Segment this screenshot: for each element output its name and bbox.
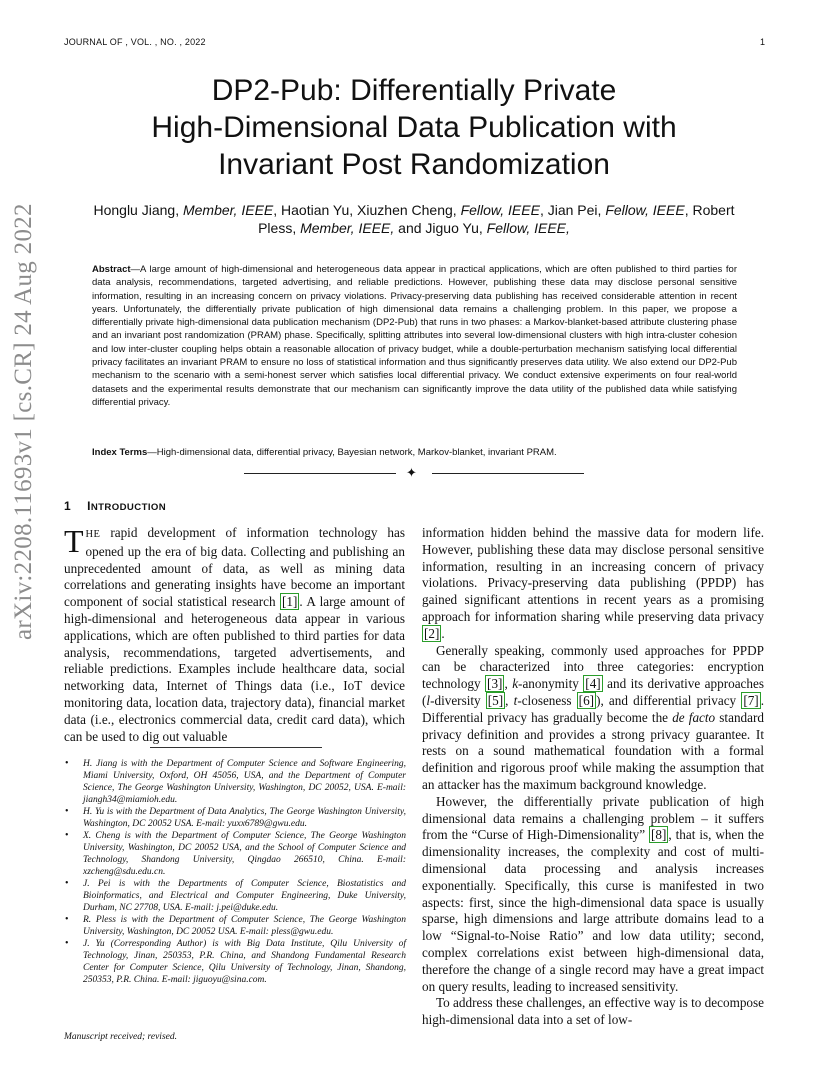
- paragraph: [64, 525, 405, 745]
- paragraph-text: .: [441, 625, 445, 641]
- title-line: DP2-Pub: Differentially Private: [211, 74, 617, 107]
- author-name: Honglu Jiang,: [93, 202, 183, 218]
- title-line: High-Dimensional Data Publication with: [151, 111, 677, 144]
- math-variable: l: [426, 692, 431, 708]
- author-role: Member, IEEE,: [300, 220, 395, 236]
- running-header: JOURNAL OF , VOL. , NO. , 2022: [64, 37, 206, 47]
- footnote-item: • J. Pei is with the Departments of Computer Science, Biostatistics and Bioinformatics, and Electrical and Computer Engineering, Duke University, Durham, NC 27708, USA. E-mail: j.pei@duke.edu.: [64, 878, 406, 914]
- paragraph: [422, 995, 764, 1029]
- section-divider: [244, 466, 584, 480]
- citation-link[interactable]: [5]: [487, 692, 504, 708]
- footnote-item: • H. Jiang is with the Department of Computer Science and Software Engineering, Miami University, Oxford, OH 45056, USA, and the Department of Computer Science, The George Washington University, Washington, DC 20052, USA. E-mail: jiangh34@miamioh.edu.: [64, 758, 406, 806]
- arxiv-identifier-stamp[interactable]: arXiv:2208.11693v1 [cs.CR] 24 Aug 2022: [10, 203, 37, 640]
- paragraph: [422, 794, 764, 996]
- section-title-rest: NTRODUCTION: [90, 502, 167, 513]
- paragraph-text: -diversity: [430, 692, 486, 708]
- abstract-label: Abstract: [92, 264, 131, 275]
- small-caps-word: HE: [85, 529, 101, 540]
- author-role: Fellow, IEEE: [460, 202, 540, 218]
- abstract: [92, 263, 737, 409]
- author-affiliation-footnotes: [64, 758, 406, 986]
- paragraph-text: . Differential privacy has gradually become the: [422, 692, 764, 725]
- citation-link[interactable]: [6]: [578, 692, 595, 708]
- citation-link[interactable]: [1]: [282, 594, 298, 610]
- paragraph: [422, 643, 764, 794]
- page-number: 1: [759, 37, 765, 47]
- paragraph-text: rapid development of information technology has opened up the era of big data. Collecting and publishing an unprecedented amount of data, as well as mining data correlations and generating insights have become an important component of social statistical research: [64, 525, 405, 610]
- drop-cap: T: [64, 523, 84, 559]
- citation-link[interactable]: [7]: [743, 692, 759, 708]
- paragraph-text: -closeness: [517, 692, 577, 708]
- section-title-initial: I: [87, 499, 91, 513]
- index-terms-text: —High-dimensional data, differential privacy, Bayesian network, Markov-blanket, invariant PRAM.: [147, 447, 557, 458]
- divider-line-right: [432, 473, 584, 474]
- citation-link[interactable]: [8]: [651, 827, 667, 843]
- paragraph-text: -anonymity: [518, 676, 584, 692]
- manuscript-note: Manuscript received; revised.: [64, 1032, 177, 1042]
- section-number: 1: [64, 499, 72, 513]
- math-variable: t: [513, 692, 518, 708]
- author-name: , Haotian Yu, Xiuzhen Cheng,: [273, 202, 461, 218]
- paper-title: [64, 72, 764, 183]
- author-name: Pless,: [258, 220, 301, 236]
- diamond-star-icon: ✦: [406, 465, 417, 480]
- left-column: [64, 525, 405, 745]
- paragraph-text: , that is, when the dimensionality increases, the complexity and cost of multi-dimensional data processing and analysis increases exponentially. Specifically, this curse is manifested in two aspects: first, since the high-dimensional data space is usually sparse, high dimensions and large attribute domains lead to a low “Signal-to-Noise Ratio” and low data utility; second, complex correlations exist between high-dimensional data, therefore the change of a single record may have a great impact on query results, leading to increased sensitivity.: [422, 827, 764, 994]
- author-name: and Jiguo Yu,: [394, 220, 487, 236]
- footnote-item: • X. Cheng is with the Department of Computer Science, The George Washington University, Washington, DC 20052 USA, and the School of Computer Science and Technology, Shandong University, Qingdao 266510, China. E-mail: xzcheng@sdu.edu.cn.: [64, 830, 406, 878]
- footnote-item: • J. Yu (Corresponding Author) is with Big Data Institute, Qilu University of Technology, Jinan, 250353, P.R. China, and Shandong Fundamental Research Center for Computer Science, Qilu University of Technology, Jinan, Shandong, 250353, P.R. China. E-mail: jiguoyu@sina.com.: [64, 938, 406, 986]
- author-role: Fellow, IEEE: [605, 202, 685, 218]
- author-role: Fellow, IEEE,: [486, 220, 570, 236]
- citation-link[interactable]: [2]: [424, 625, 440, 641]
- footnote-item: • R. Pless is with the Department of Computer Science, The George Washington University, Washington, DC 20052 USA. E-mail: pless@gwu.edu.: [64, 914, 406, 938]
- paragraph-text: information hidden behind the massive data for modern life. However, publishing these data may disclose personal sensitive information, resulting in an increasing concern of privacy violations. Privacy-preserving data publishing (PPDP) has gained significant attentions in recent years as a promising approach for information sharing while preserving data privacy: [422, 525, 764, 624]
- paragraph-text: ,: [505, 692, 514, 708]
- paragraph-text: To address these challenges, an effective way is to decompose high-dimensional data into a set of low-: [422, 995, 764, 1028]
- abstract-text: —A large amount of high-dimensional and heterogeneous data appear in practical applications, which are often published to third parties for data analysis, recommendations, targeted advertising, and reliable predictions. However, publishing these data may disclose personal sensitive information, resulting in an increasing concern on privacy violations. Privacy-preserving data publishing has received considerable attention in recent years. Unfortunately, the differentially private publication of high dimensional data remains a challenging problem. In this paper, we propose a differentially private high-dimensional data publication mechanism (DP2-Pub) that runs in two phases: a Markov-blanket-based attribute clustering phase and an invariant post randomization (PRAM) phase. Specifically, splitting attributes into several low-dimensional clusters with high intra-cluster cohesion and low inter-cluster coupling helps obtain a reasonable allocation of privacy budget, while a double-perturbation mechanism satisfying local differential privacy facilitates an invariant PRAM to ensure no loss of statistical information and thus significantly preserves data utility. We also extend our DP2-Pub mechanism to the scenario with a semi-honest server which satisfies local differential privacy. We conduct extensive experiments on four real-world datasets and the experimental results demonstrate that our mechanism can significantly improve the data utility of the published data while satisfying differential privacy.: [92, 264, 737, 408]
- paragraph-text: Generally speaking, commonly used approaches for PPDP can be characterized into three categories: encryption technology: [422, 642, 764, 692]
- author-name: , Jian Pei,: [539, 202, 606, 218]
- paragraph-text: . A large amount of high-dimensional and heterogeneous data appear in various applications, which are often published to third parties for data analysis, recommendations, targeted advertisements, and reliable predictions. Examples include healthcare data, social networking data, Internet of Things data (i.e., IoT device monitoring data, location data, trajectory data), financial market data (i.e., electronics commercial data, credit card data), which can be used to dig out valuable: [64, 594, 405, 744]
- author-line: [64, 219, 764, 237]
- paragraph-text: and its derivative approaches (: [422, 676, 764, 708]
- paragraph-text: However, the differentially private publication of high dimensional data remains a challenging problem – it suffers from the “Curse of High-Dimensionality”: [422, 793, 764, 843]
- paragraph: [422, 525, 764, 643]
- footnote-rule: [150, 747, 322, 748]
- divider-line-left: [244, 473, 396, 474]
- index-terms: [92, 446, 737, 459]
- paragraph-text: ,: [504, 676, 513, 692]
- author-line: [64, 201, 764, 219]
- emphasis-text: de facto: [672, 709, 716, 725]
- paragraph-text: standard privacy definition and provides a strong privacy guarantee. It rests on a sound mathematical foundation with a formal definition and rigorous proof while making the assumption that an attacker has the maximum background knowledge.: [422, 709, 764, 792]
- citation-link[interactable]: [3]: [487, 676, 503, 692]
- right-column: [422, 525, 764, 1029]
- author-role: Member, IEEE: [182, 202, 274, 218]
- paragraph-text: ), and differential privacy: [596, 692, 742, 708]
- title-line: Invariant Post Randomization: [218, 148, 610, 181]
- section-heading-introduction: [64, 499, 166, 513]
- footnote-item: • H. Yu is with the Department of Data Analytics, The George Washington University, Washington, DC 20052 USA. E-mail: yuxx6789@gwu.edu.: [64, 806, 406, 830]
- citation-link[interactable]: [4]: [585, 676, 601, 692]
- index-terms-label: Index Terms: [92, 447, 148, 458]
- author-list: [64, 201, 764, 237]
- math-variable: k: [512, 676, 519, 692]
- author-name: , Robert: [684, 202, 735, 218]
